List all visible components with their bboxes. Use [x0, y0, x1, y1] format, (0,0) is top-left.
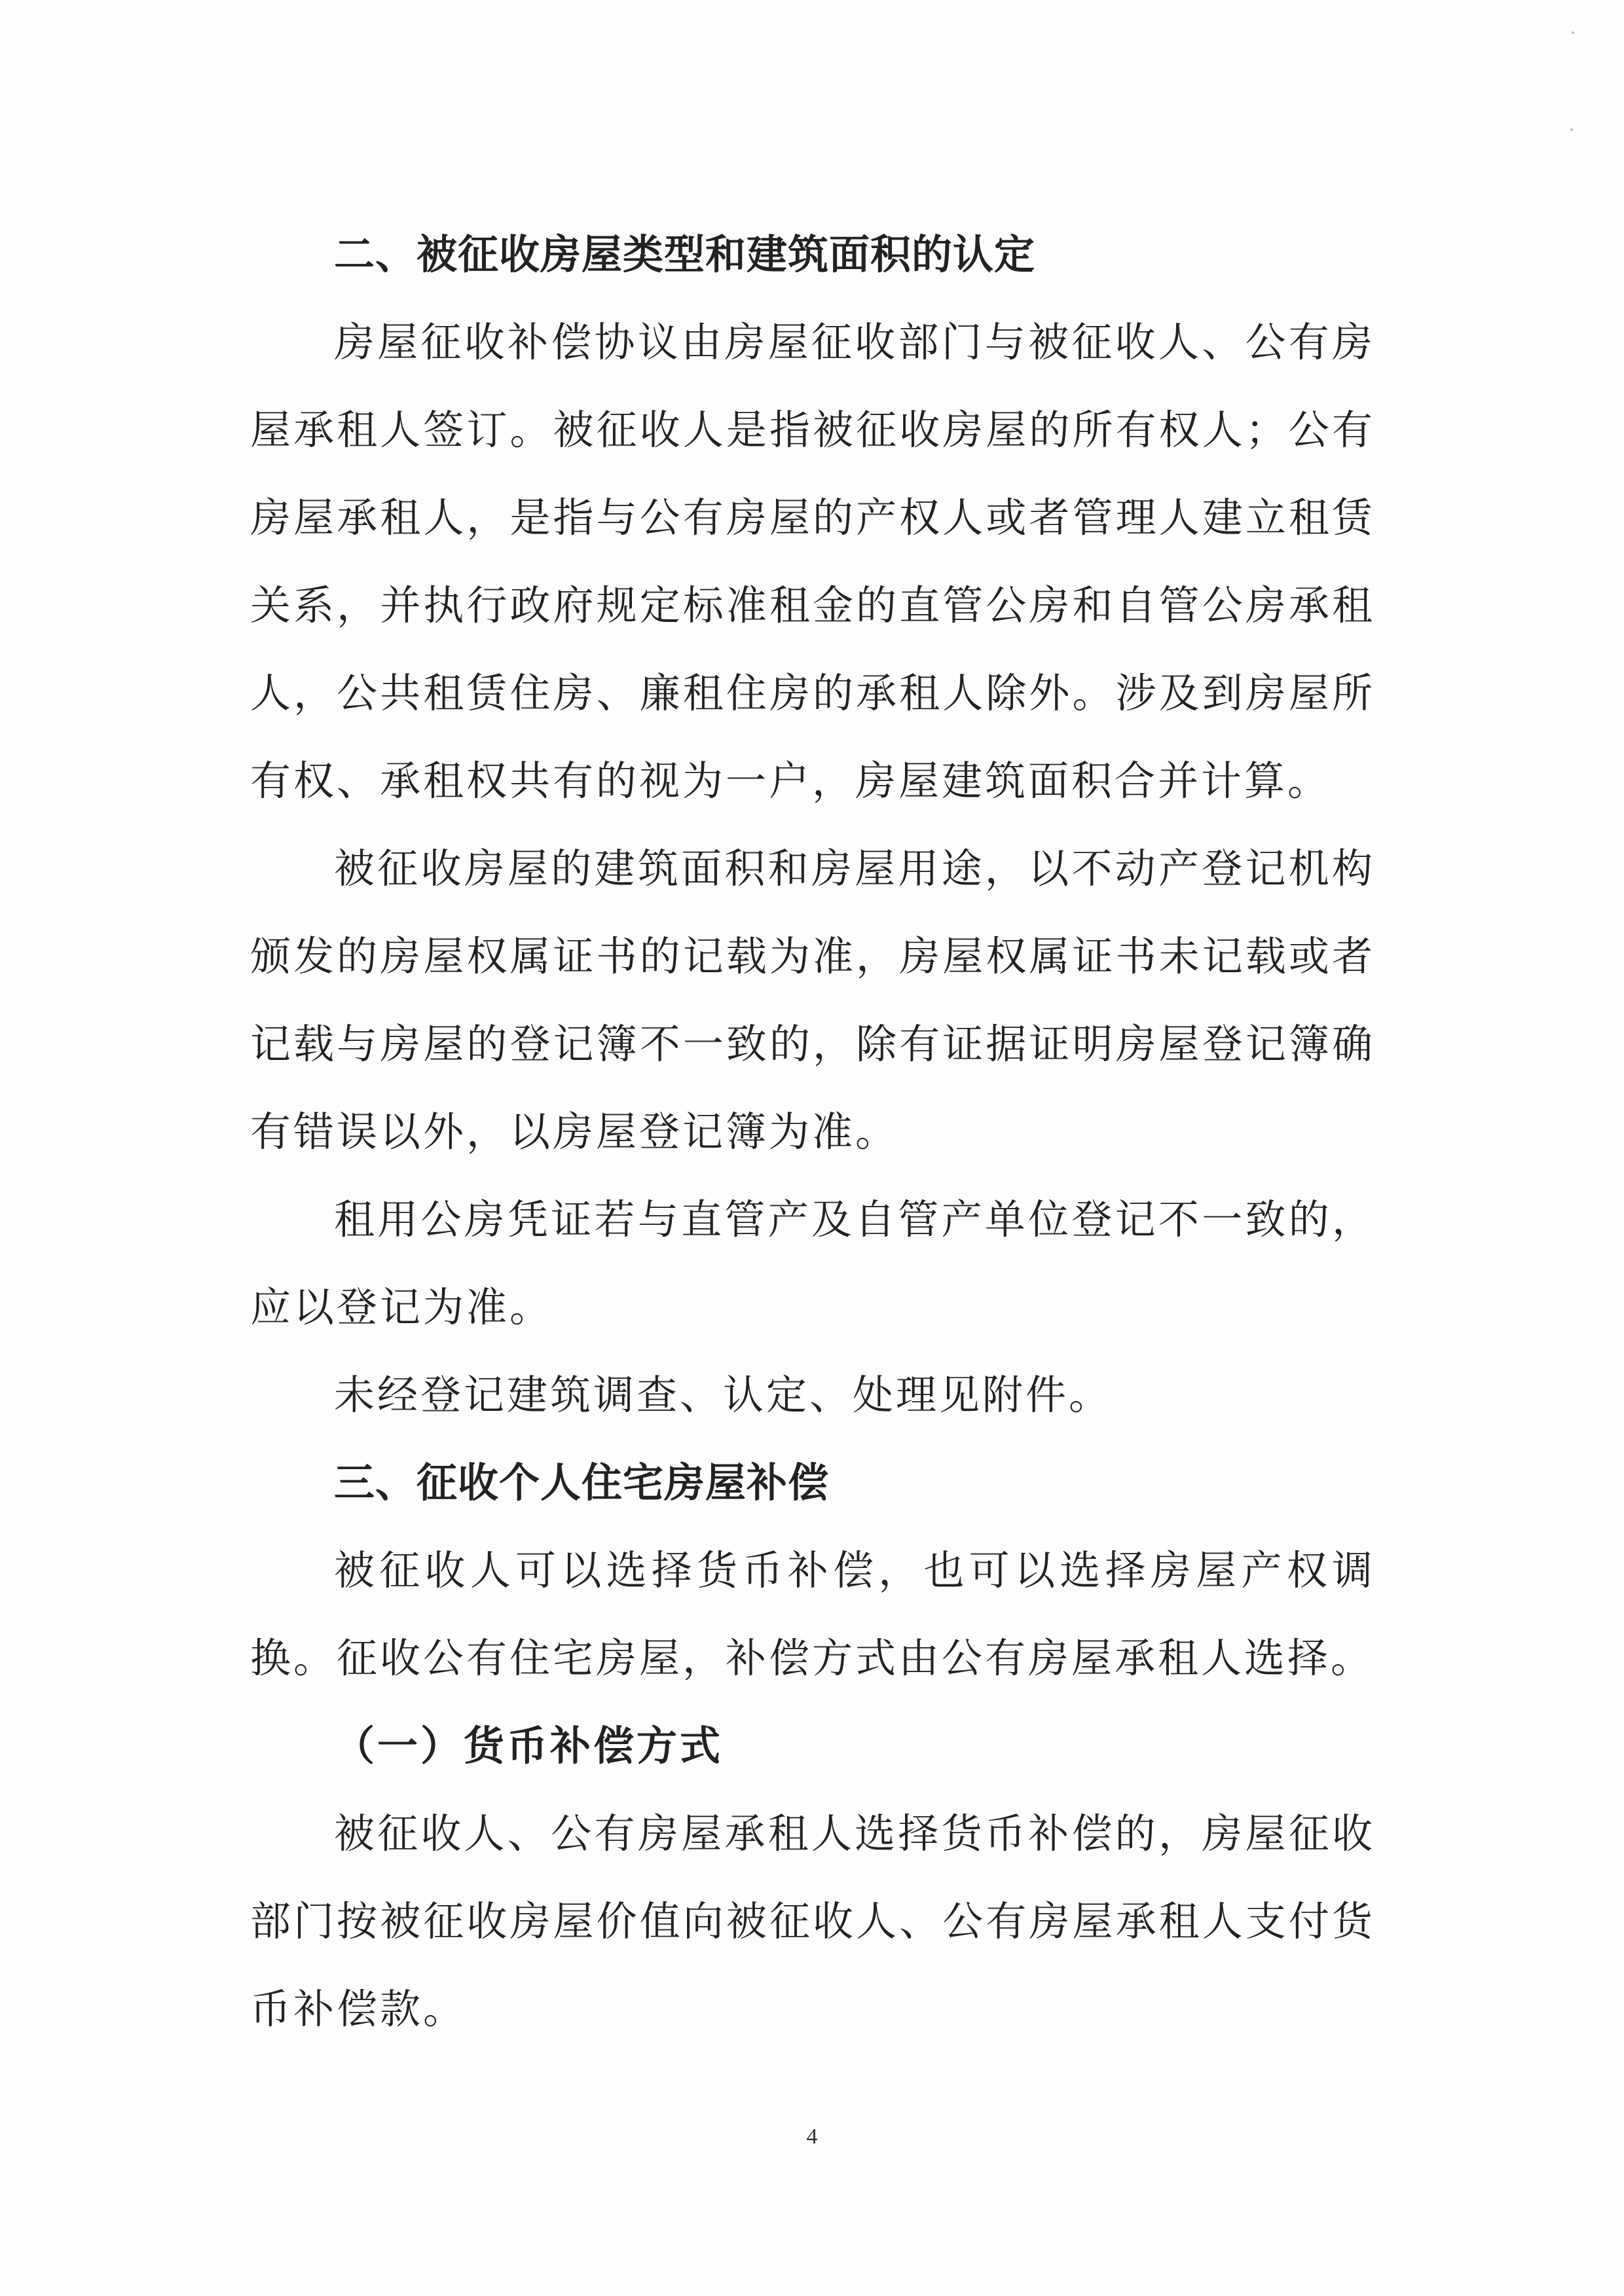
paragraph-area-determination: 被征收房屋的建筑面积和房屋用途，以不动产登记机构颁发的房屋权属证书的记载为准，房屋权属证书未记载或者记载与房屋的登记簿不一致的，除有证据证明房屋登记簿确有错误以外，以房屋登记簿为准。 [250, 845, 1375, 1156]
page-number: 4 [806, 2124, 818, 2149]
paragraph-monetary-compensation: 被征收人、公有房屋承租人选择货币补偿的，房屋征收部门按被征收房屋价值向被征收人、公有房屋承租人支付货币补偿款。 [250, 1810, 1375, 2033]
paragraph-public-housing-voucher: 租用公房凭证若与直管产及自管产单位登记不一致的，应以登记为准。 [250, 1195, 1375, 1331]
section-heading-3: 三、征收个人住宅房屋补偿 [334, 1459, 830, 1506]
paragraph-agreement-parties: 房屋征收补偿协议由房屋征收部门与被征收人、公有房屋承租人签订。被征收人是指被征收房屋的所有权人；公有房屋承租人，是指与公有房屋的产权人或者管理人建立租赁关系，并执行政府规定标准租金的直管公房和自管公房承租人，公共租赁住房、廉租住房的承租人除外。涉及到房屋所有权、承租权共有的视为一户，房屋建筑面积合并计算。 [250, 318, 1375, 805]
scan-speck [1570, 128, 1573, 131]
paragraph-unregistered-buildings: 未经登记建筑调查、认定、处理见附件。 [334, 1371, 1113, 1419]
paragraph-compensation-choice: 被征收人可以选择货币补偿，也可以选择房屋产权调换。征收公有住宅房屋，补偿方式由公有房屋承租人选择。 [250, 1546, 1375, 1682]
document-body [250, 211, 1375, 2053]
subsection-heading-monetary: （一）货币补偿方式 [334, 1722, 724, 1770]
scan-speck [1572, 31, 1574, 34]
section-heading-2: 二、被征收房屋类型和建筑面积的认定 [334, 230, 1036, 278]
